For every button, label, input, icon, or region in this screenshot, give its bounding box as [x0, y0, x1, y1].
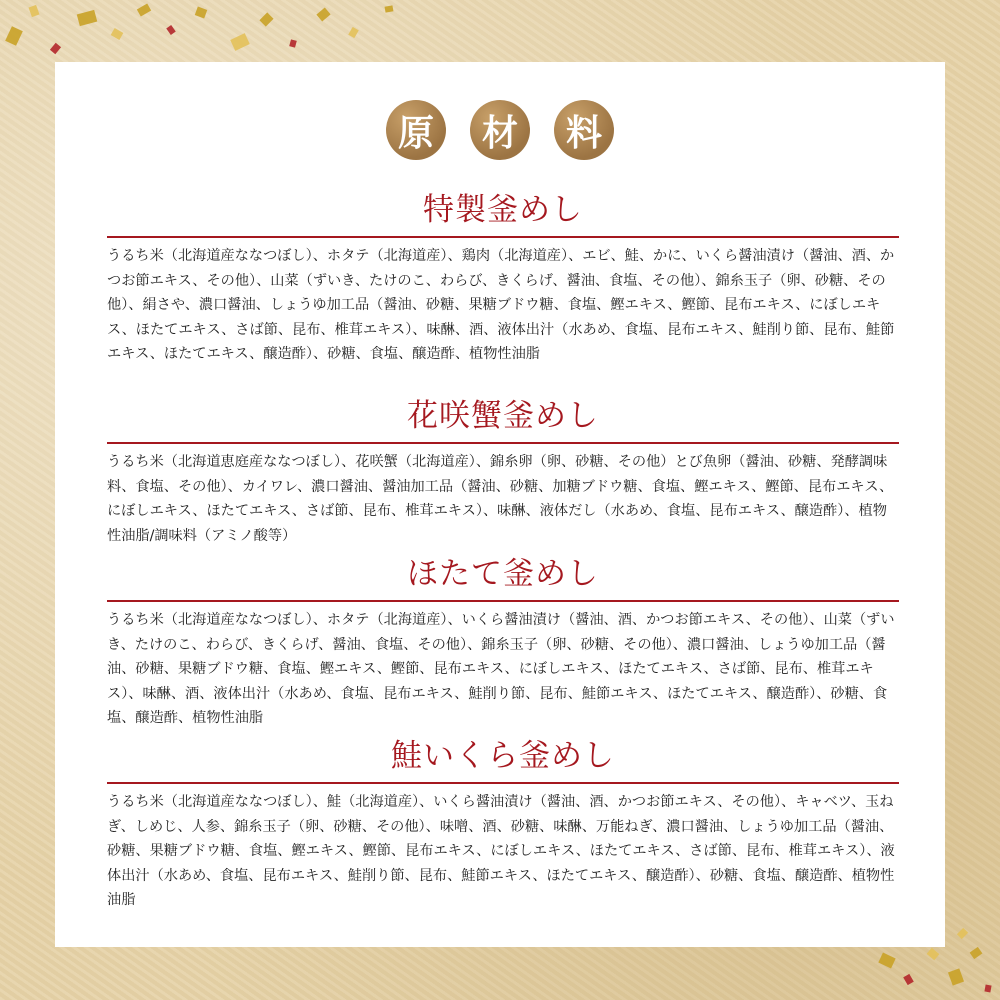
page-title — [55, 100, 945, 160]
section-ingredients: うるち米（北海道産ななつぼし）、ホタテ（北海道産）、いくら醤油漬け（醤油、酒、かつお節エキス、その他）、山菜（ずいき、たけのこ、わらび、きくらげ、醤油、食塩、その他）、錦糸玉子（卵、砂糖、その他）、濃口醤油、しょうゆ加工品（醤油、砂糖、果糖ブドウ糖、食塩、鰹エキス、鰹節、昆布エキス、にぼしエキス、ほたてエキス、さば節、昆布、椎茸エキス）、味醂、酒、液体出汁（水あめ、食塩、昆布エキス、鮭削り節、昆布、鮭節エキス、ほたてエキス、醸造酢）、砂糖、食塩、醸造酢、植物性油脂 — [107, 612, 895, 726]
section-title: ほたて釜めし — [407, 556, 599, 592]
section-title: 特製釜めし — [423, 192, 583, 228]
title-char: 料 — [554, 100, 614, 160]
ingredients-panel — [55, 62, 945, 947]
section-divider — [107, 236, 899, 238]
section-divider — [107, 782, 899, 784]
section-ingredients: うるち米（北海道産ななつぼし）、鮭（北海道産）、いくら醤油漬け（醤油、酒、かつお節エキス、その他）、キャベツ、玉ねぎ、しめじ、人参、錦糸玉子（卵、砂糖、その他）、味噌、酒、砂糖、味醂、万能ねぎ、濃口醤油、しょうゆ加工品（醤油、砂糖、果糖ブドウ糖、食塩、鰹エキス、鰹節、昆布エキス、にぼしエキス、ほたてエキス、さば節、昆布、椎茸エキス）、液体出汁（水あめ、食塩、昆布エキス、鮭削り節、昆布、鮭節エキス、ほたてエキス、醸造酢）、砂糖、食塩、醸造酢、植物性油脂 — [107, 794, 895, 908]
section-title: 鮭いくら釜めし — [391, 738, 615, 774]
section-sake-ikura-kamameshi — [107, 736, 899, 913]
section-tokusei-kamameshi — [107, 190, 899, 367]
title-char: 材 — [470, 100, 530, 160]
section-ingredients: うるち米（北海道産ななつぼし）、ホタテ（北海道産）、鶏肉（北海道産）、エビ、鮭、かに、いくら醤油漬け（醤油、酒、かつお節エキス、その他）、山菜（ずいき、たけのこ、わらび、きくらげ、醤油、食塩、その他）、錦糸玉子（卵、砂糖、その他）、絹さや、濃口醤油、しょうゆ加工品（醤油、砂糖、果糖ブドウ糖、食塩、鰹エキス、鰹節、昆布エキス、にぼしエキス、ほたてエキス、さば節、昆布、椎茸エキス）、味醂、酒、液体出汁（水あめ、食塩、昆布エキス、鮭削り節、昆布、鮭節エキス、ほたてエキス、醸造酢）、砂糖、食塩、醸造酢、植物性油脂 — [107, 248, 895, 362]
title-char: 原 — [386, 100, 446, 160]
section-title: 花咲蟹釜めし — [407, 398, 599, 434]
section-divider — [107, 442, 899, 444]
section-divider — [107, 600, 899, 602]
section-hotate-kamameshi — [107, 554, 899, 731]
section-hanasakigani-kamameshi — [107, 396, 899, 548]
section-ingredients: うるち米（北海道恵庭産ななつぼし）、花咲蟹（北海道産）、錦糸卵（卵、砂糖、その他）とび魚卵（醤油、砂糖、発酵調味料、食塩、その他）、カイワレ、濃口醤油、醤油加工品（醤油、砂糖、加糖ブドウ糖、食塩、鰹エキス、鰹節、昆布エキス、にぼしエキス、ほたてエキス、さば節、昆布、椎茸エキス）、味醂、液体だし（水あめ、食塩、昆布エキス、醸造酢）、植物性油脂/調味料（アミノ酸等） — [107, 454, 894, 544]
